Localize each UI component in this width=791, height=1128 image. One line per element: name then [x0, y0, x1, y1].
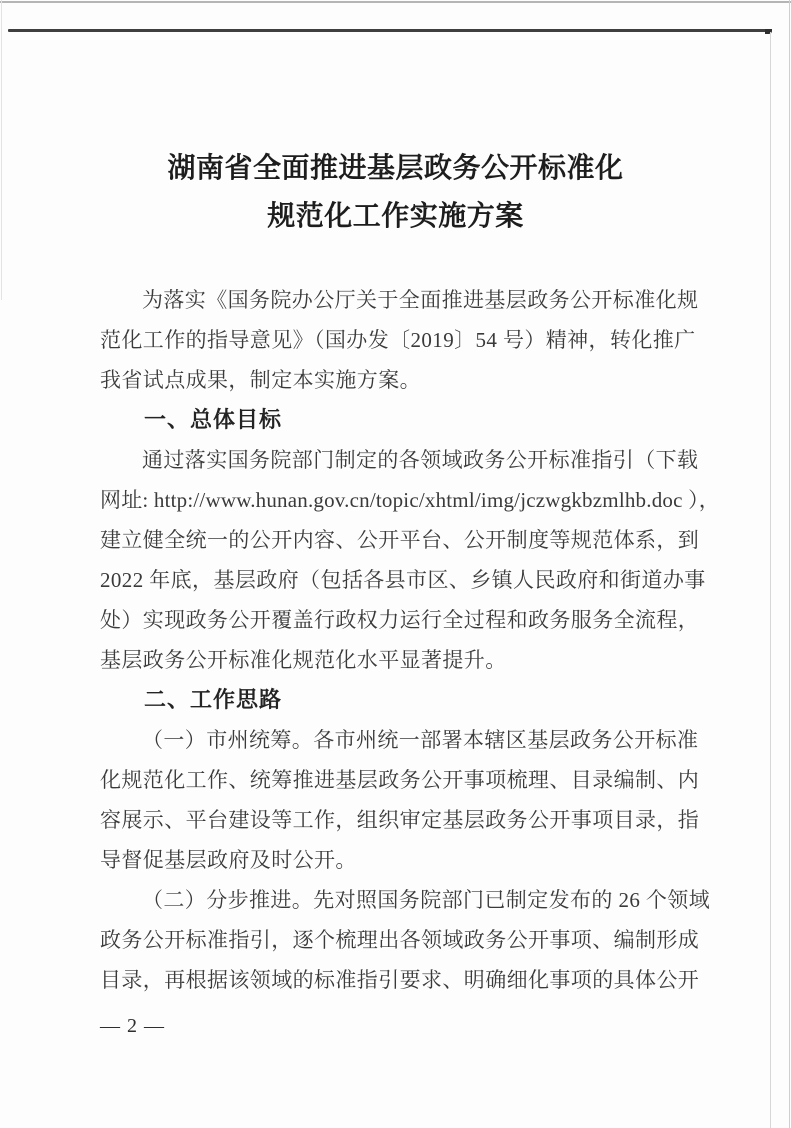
page-number: — 2 —	[100, 1015, 165, 1037]
paragraph-line: 建立健全统一的公开内容、公开平台、公开制度等规范体系，到	[100, 528, 700, 552]
paragraph-line: 2022 年底，基层政府（包括各县市区、乡镇人民政府和街道办事	[100, 568, 706, 592]
paragraph-line: 通过落实国务院部门制定的各领域政务公开标准指引（下载	[142, 448, 699, 472]
paragraph-line: 目录，再根据该领域的标准指引要求、明确细化事项的具体公开	[100, 968, 700, 992]
paragraph-line: 处）实现政务公开覆盖行政权力运行全过程和政务服务全流程，	[100, 608, 700, 632]
paragraph-line: 政务公开标准指引，逐个梳理出各领域政务公开事项、编制形成	[100, 928, 700, 952]
paragraph-line: （一）市州统筹。各市州统一部署本辖区基层政务公开标准	[142, 728, 699, 752]
paragraph-line: 我省试点成果，制定本实施方案。	[100, 368, 421, 392]
paragraph-line: 容展示、平台建设等工作，组织审定基层政务公开事项目录，指	[100, 808, 700, 832]
paragraph-line: 为落实《国务院办公厅关于全面推进基层政务公开标准化规	[142, 288, 699, 312]
paragraph-line: 范化工作的指导意见》（国办发〔2019〕54 号）精神，转化推广	[100, 328, 696, 352]
paragraph-line: 基层政务公开标准化规范化水平显著提升。	[100, 648, 507, 672]
scan-artifact-top-dark-line	[8, 29, 771, 32]
paragraph-line: 化规范化工作、统筹推进基层政务公开事项梳理、目录编制、内	[100, 768, 700, 792]
paragraph-line: 导督促基层政府及时公开。	[100, 848, 357, 872]
paragraph-line-url: 网址: http://www.hunan.gov.cn/topic/xhtml/img/jczwgkbzmlhb.doc ），	[100, 488, 720, 512]
document-title	[0, 145, 791, 241]
section-heading-work-approach: 二、工作思路	[144, 687, 283, 712]
document-title-line-1: 湖南省全面推进基层政务公开标准化	[167, 153, 624, 184]
scan-artifact-top-faint-line	[0, 1, 791, 3]
paragraph-line: （二）分步推进。先对照国务院部门已制定发布的 26 个领域	[142, 888, 711, 912]
section-heading-overall-goals: 一、总体目标	[144, 407, 283, 432]
document-body	[100, 280, 720, 1041]
document-title-line-2: 规范化工作实施方案	[267, 201, 524, 232]
